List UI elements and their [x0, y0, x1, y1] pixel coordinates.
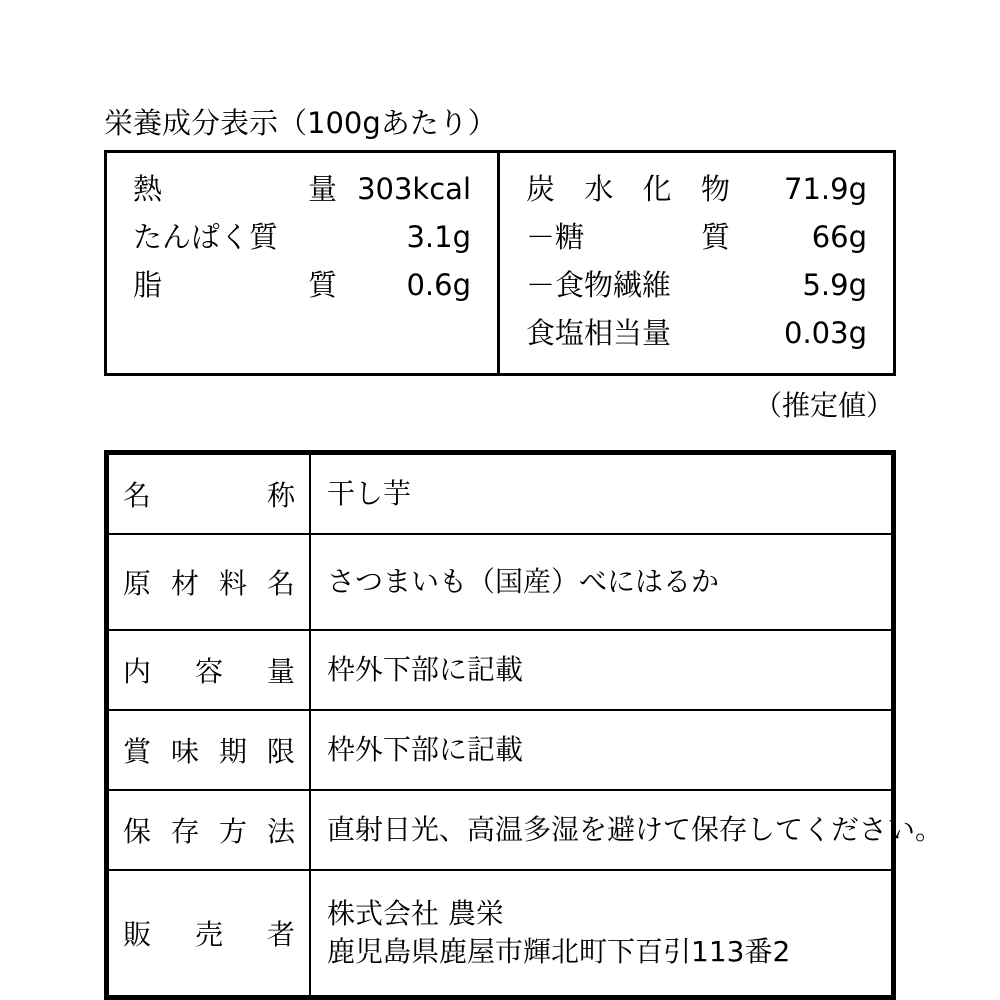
nutrition-value: 71.9g — [784, 171, 867, 206]
table-row — [108, 710, 892, 790]
nutrition-row — [500, 263, 893, 311]
info-label — [123, 730, 295, 770]
nutrition-label: たんぱく質 — [133, 219, 279, 254]
info-label-cell — [108, 630, 310, 710]
table-row — [108, 870, 892, 996]
nutrition-label: －食物繊維 — [526, 267, 672, 302]
info-label-cell — [108, 454, 310, 534]
nutrition-label: 食塩相当量 — [526, 315, 672, 350]
info-label-cell — [108, 710, 310, 790]
info-value-cell — [310, 870, 892, 996]
info-label-char: 称 — [266, 479, 295, 512]
info-label-char: 賞 — [123, 735, 152, 768]
info-label-char: 法 — [266, 815, 295, 848]
nutrition-value: 66g — [811, 219, 867, 254]
nutrition-row — [107, 263, 497, 311]
nutrition-label-char: 量 — [307, 171, 337, 206]
nutrition-label-char: －糖 — [526, 219, 585, 254]
nutrition-table — [104, 150, 896, 376]
info-label-char: 量 — [266, 655, 295, 688]
info-value: 枠外下部に記載 — [327, 733, 524, 767]
info-label — [123, 913, 295, 953]
info-value: 直射日光、高温多湿を避けて保存してください。 — [327, 813, 944, 847]
nutrition-label — [500, 167, 730, 208]
nutrition-value: 3.1g — [406, 219, 471, 254]
info-label-char: 容 — [194, 655, 223, 688]
nutrition-row — [500, 215, 893, 263]
nutrition-label — [107, 167, 337, 208]
nutrition-label-char: 水 — [584, 171, 614, 206]
nutrition-value: 303kcal — [357, 171, 471, 206]
table-row — [108, 534, 892, 630]
nutrition-facts-block — [104, 108, 896, 424]
info-value: さつまいも（国産）べにはるか — [327, 565, 720, 599]
info-value-cell — [310, 454, 892, 534]
info-label-char: 内 — [123, 655, 152, 688]
nutrition-value: 0.6g — [406, 267, 471, 302]
seller-name: 株式会社 農栄 — [327, 897, 504, 931]
nutrition-label — [107, 263, 337, 304]
info-value-cell — [310, 710, 892, 790]
nutrition-row — [500, 311, 893, 359]
info-label-cell — [108, 534, 310, 630]
nutrition-value: 0.03g — [784, 315, 867, 350]
nutrition-label-char: 質 — [307, 267, 337, 302]
info-label-cell — [108, 870, 310, 996]
info-label-char: 名 — [266, 567, 295, 600]
info-label-char: 原 — [123, 567, 152, 600]
nutrition-label — [500, 215, 730, 256]
info-label — [123, 474, 295, 514]
nutrition-row-spacer — [107, 311, 497, 359]
info-value-cell — [310, 790, 944, 870]
estimate-note: （推定値） — [753, 388, 894, 422]
info-label-char: 料 — [218, 567, 247, 600]
info-label-char: 売 — [194, 918, 223, 951]
info-label — [123, 650, 295, 690]
nutrition-label-char: 質 — [700, 219, 730, 254]
info-label-char: 方 — [218, 815, 247, 848]
nutrition-row — [107, 215, 497, 263]
info-label-cell — [108, 790, 310, 870]
nutrition-label-char: 脂 — [133, 267, 163, 302]
info-value: 枠外下部に記載 — [327, 653, 524, 687]
table-row — [108, 454, 892, 534]
product-info-table — [104, 450, 944, 1000]
info-label-char: 材 — [170, 567, 199, 600]
nutrition-title: 栄養成分表示（100gあたり） — [104, 106, 497, 140]
info-label-char: 者 — [266, 918, 295, 951]
info-label-char: 名 — [123, 479, 152, 512]
info-value-cell — [310, 534, 892, 630]
nutrition-label-char: 化 — [642, 171, 672, 206]
info-label-char: 存 — [170, 815, 199, 848]
info-label-char: 販 — [123, 918, 152, 951]
nutrition-row — [107, 167, 497, 215]
info-label-char: 限 — [266, 735, 295, 768]
nutrition-column-left — [107, 153, 500, 373]
info-label — [123, 562, 295, 602]
info-label-char: 期 — [218, 735, 247, 768]
nutrition-label-char: 熱 — [133, 171, 163, 206]
info-label-char: 保 — [123, 815, 152, 848]
nutrition-label-char: 物 — [700, 171, 730, 206]
info-label — [123, 810, 295, 850]
nutrition-value: 5.9g — [802, 267, 867, 302]
nutrition-column-right — [500, 153, 893, 373]
info-value: 干し芋 — [327, 477, 412, 511]
table-row — [108, 630, 892, 710]
info-value-cell — [310, 630, 892, 710]
seller-address: 鹿児島県鹿屋市輝北町下百引113番2 — [327, 935, 791, 968]
info-label-char: 味 — [170, 735, 199, 768]
nutrition-label-char: 炭 — [526, 171, 556, 206]
nutrition-row — [500, 167, 893, 215]
table-row — [108, 790, 892, 870]
